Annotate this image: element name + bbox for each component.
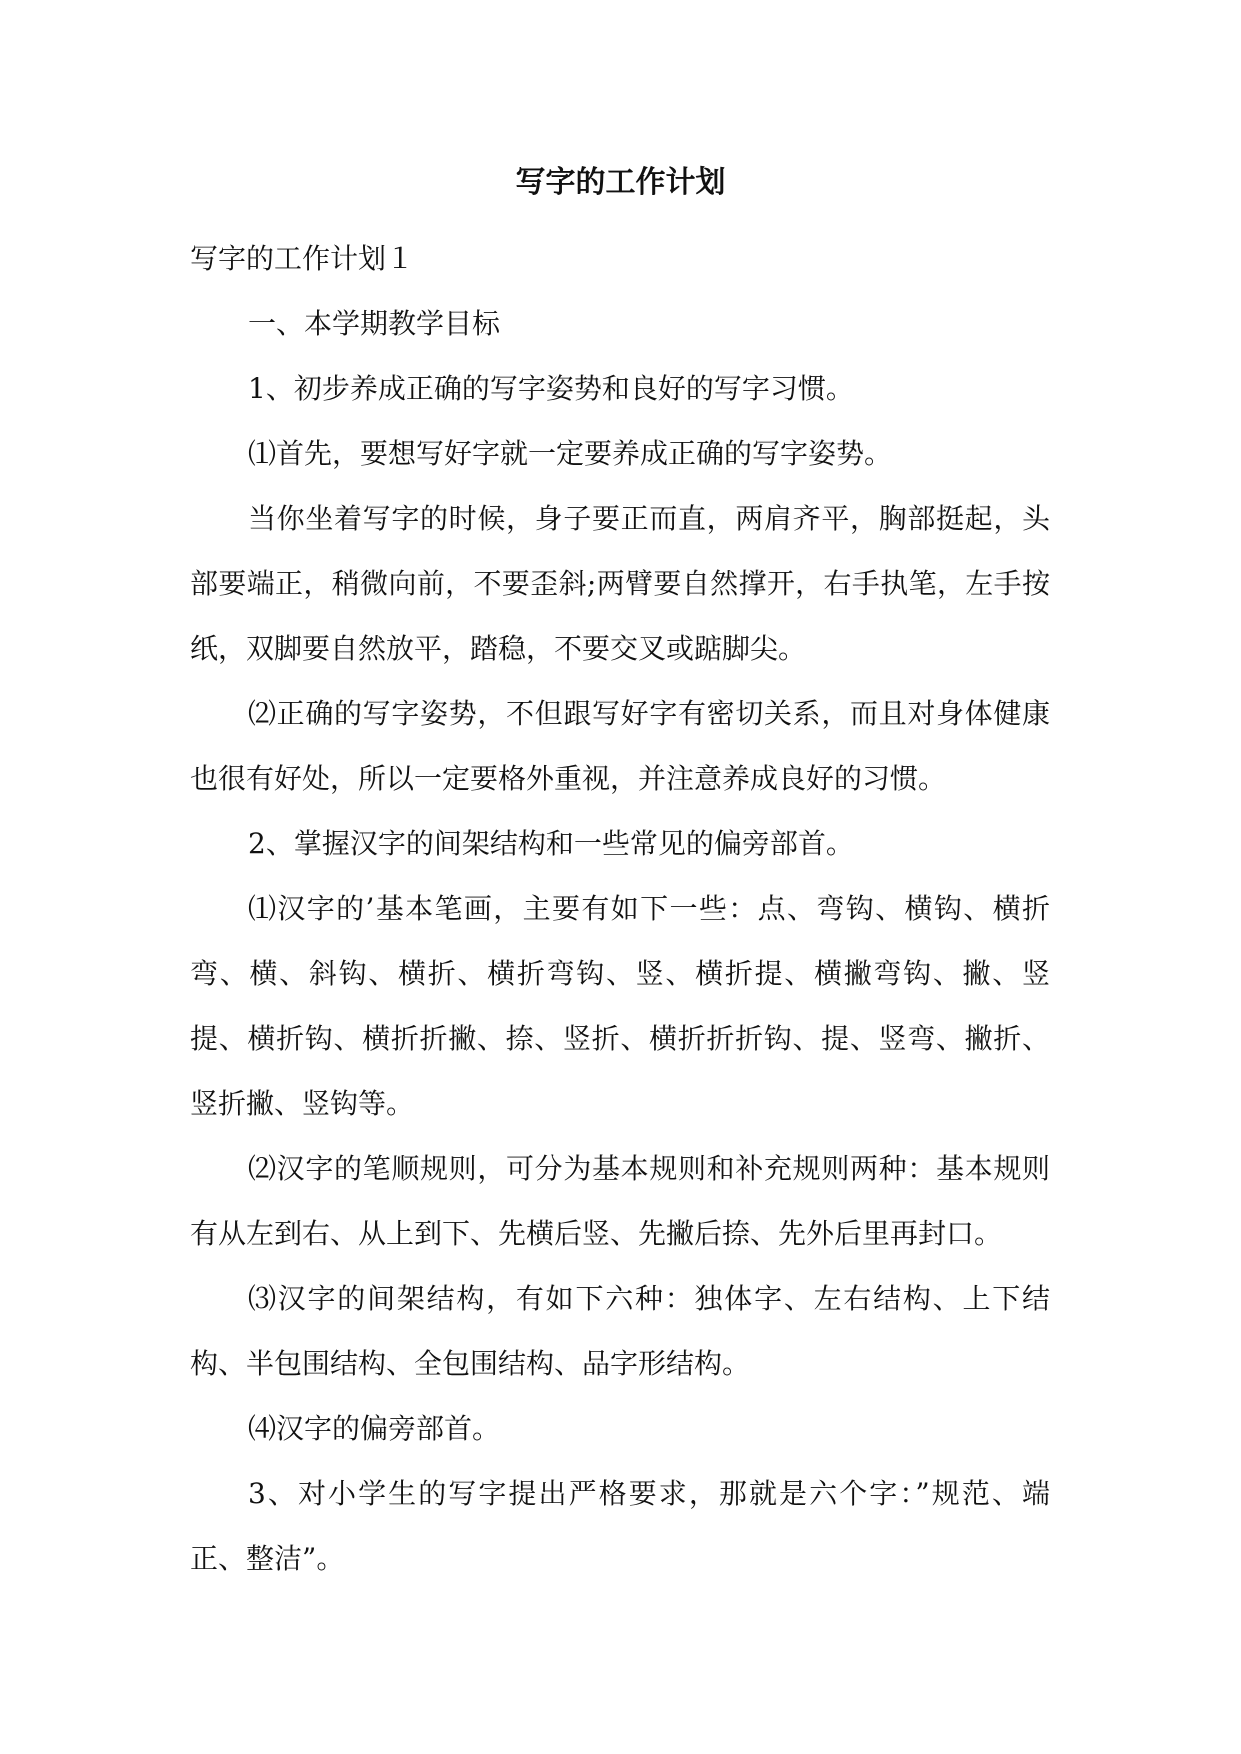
paragraph: 2、掌握汉字的间架结构和一些常见的偏旁部首。 — [248, 827, 854, 860]
document-body — [190, 226, 1050, 1591]
paragraph: ⑶汉字的间架结构，有如下六种：独体字、左右结构、上下结构、半包围结构、全包围结构、品字形结构。 — [190, 1282, 1050, 1380]
paragraph: 3、对小学生的写字提出严格要求，那就是六个字：”规范、端正、整洁”。 — [190, 1477, 1050, 1575]
paragraph: ⑴汉字的’基本笔画，主要有如下一些：点、弯钩、横钩、横折弯、横、斜钩、横折、横折弯钩、竖、横折提、横撇弯钩、撇、竖提、横折钩、横折折撇、捺、竖折、横折折折钩、提、竖弯、撇折、竖折撇、竖钩等。 — [190, 892, 1050, 1120]
paragraph: 一、本学期教学目标 — [248, 307, 501, 340]
paragraph: 1、初步养成正确的写字姿势和良好的写字习惯。 — [248, 372, 854, 405]
paragraph: ⑷汉字的偏旁部首。 — [248, 1412, 501, 1445]
paragraph: 当你坐着写字的时候，身子要正而直，两肩齐平，胸部挺起，头部要端正，稍微向前，不要歪斜;两臂要自然撑开，右手执笔，左手按纸，双脚要自然放平，踏稳，不要交叉或踮脚尖。 — [190, 502, 1050, 665]
paragraph: ⑵汉字的笔顺规则，可分为基本规则和补充规则两种：基本规则有从左到右、从上到下、先横后竖、先撇后捺、先外后里再封口。 — [190, 1152, 1050, 1250]
paragraph: ⑵正确的写字姿势，不但跟写好字有密切关系，而且对身体健康也很有好处，所以一定要格外重视，并注意养成良好的习惯。 — [190, 697, 1050, 795]
document-title: 写字的工作计划 — [515, 165, 726, 200]
paragraph: ⑴首先，要想写好字就一定要养成正确的写字姿势。 — [248, 437, 893, 470]
section-heading: 写字的工作计划１ — [190, 242, 415, 275]
